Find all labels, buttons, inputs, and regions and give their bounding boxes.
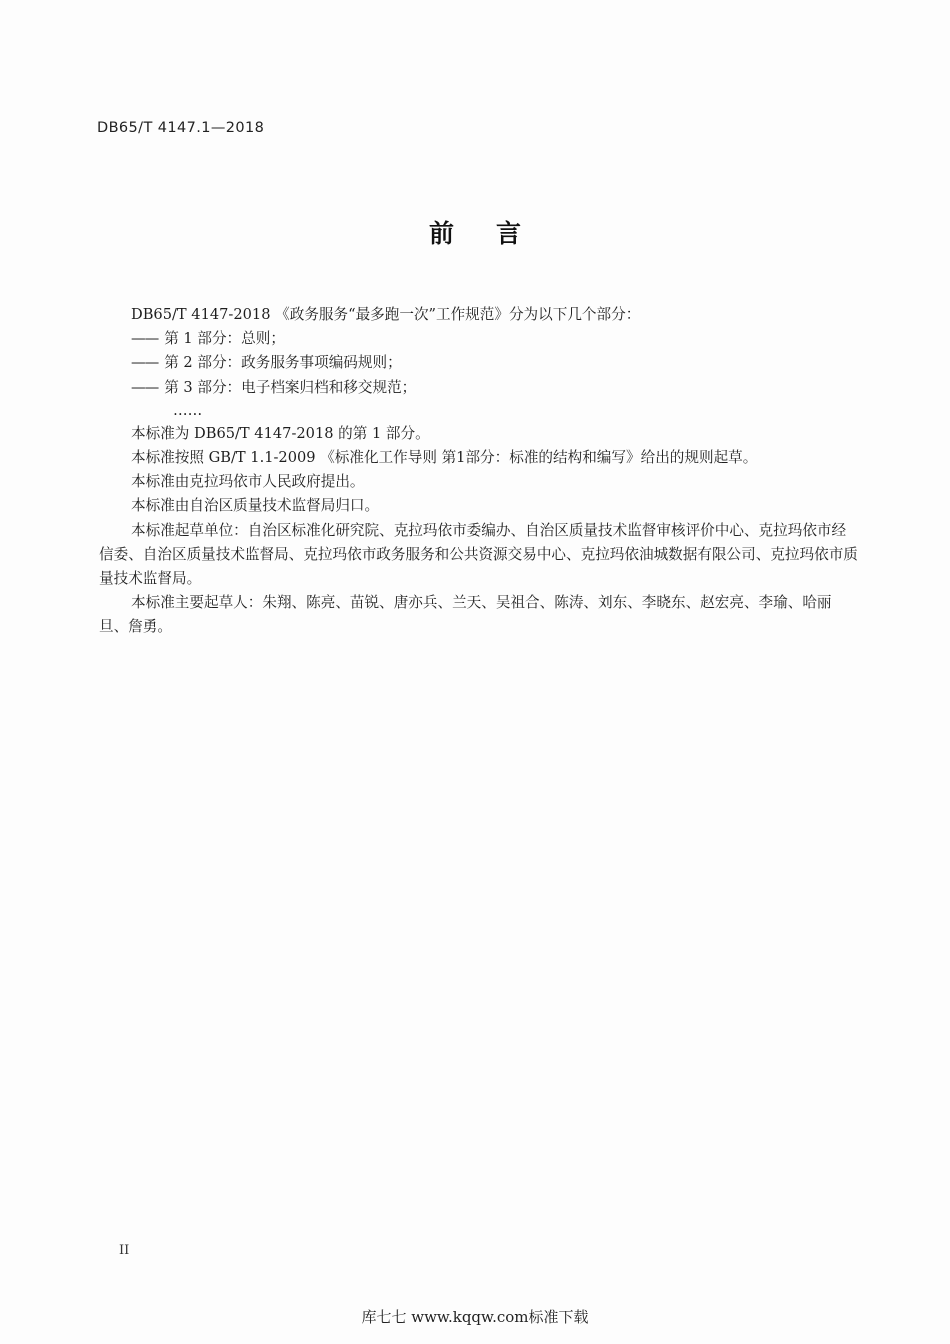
page-number: II [119,1243,130,1258]
paragraph-proposer: 本标准由克拉玛依市人民政府提出。 [131,473,365,491]
part-list-item [99,376,859,400]
part-list-item [99,327,859,351]
paragraph-drafting-rules: 本标准按照 GB/T 1.1-2009 《标准化工作导则 第1部分：标准的结构和编写》给出的规则起草。 [131,449,758,467]
standard-code-header: DB65/T 4147.1—2018 [97,120,265,136]
title-char-1: 前 [428,219,454,248]
list-dash: —— [131,378,159,396]
watermark-text: 库七七 www.kqqw.com标准下载 [361,1308,589,1326]
intro-paragraph: DB65/T 4147-2018 《政务服务“最多跑一次”工作规范》分为以下几个部分： [131,306,641,323]
paragraph-drafters: 本标准主要起草人：朱翔、陈亮、苗锐、唐亦兵、兰天、吴祖合、陈涛、刘东、李晓东、赵宏亮、李瑜、哈丽旦、詹勇。 [99,594,832,636]
list-dash: —— [131,354,159,372]
list-dash: —— [131,330,159,348]
part-list-item [99,351,859,375]
part-text: 第 2 部分：政务服务事项编码规则； [164,354,402,372]
foreword-body [99,303,859,640]
part-text: 第 3 部分：电子档案归档和移交规范； [164,378,417,396]
list-ellipsis: …… [173,401,203,419]
part-text: 第 1 部分：总则； [164,330,285,348]
page-title [0,214,950,250]
paragraph-part-statement: 本标准为 DB65/T 4147-2018 的第 1 部分。 [131,424,430,442]
paragraph-centralized-by: 本标准由自治区质量技术监督局归口。 [131,497,380,515]
title-char-2: 言 [496,219,522,248]
paragraph-drafting-units: 本标准起草单位：自治区标准化研究院、克拉玛依市委编办、自治区质量技术监督审核评价中心、克拉玛依市经信委、自治区质量技术监督局、克拉玛依市政务服务和公共资源交易中心、克拉玛依油城数据有限公司、克拉玛依市质量技术监督局。 [99,521,858,588]
